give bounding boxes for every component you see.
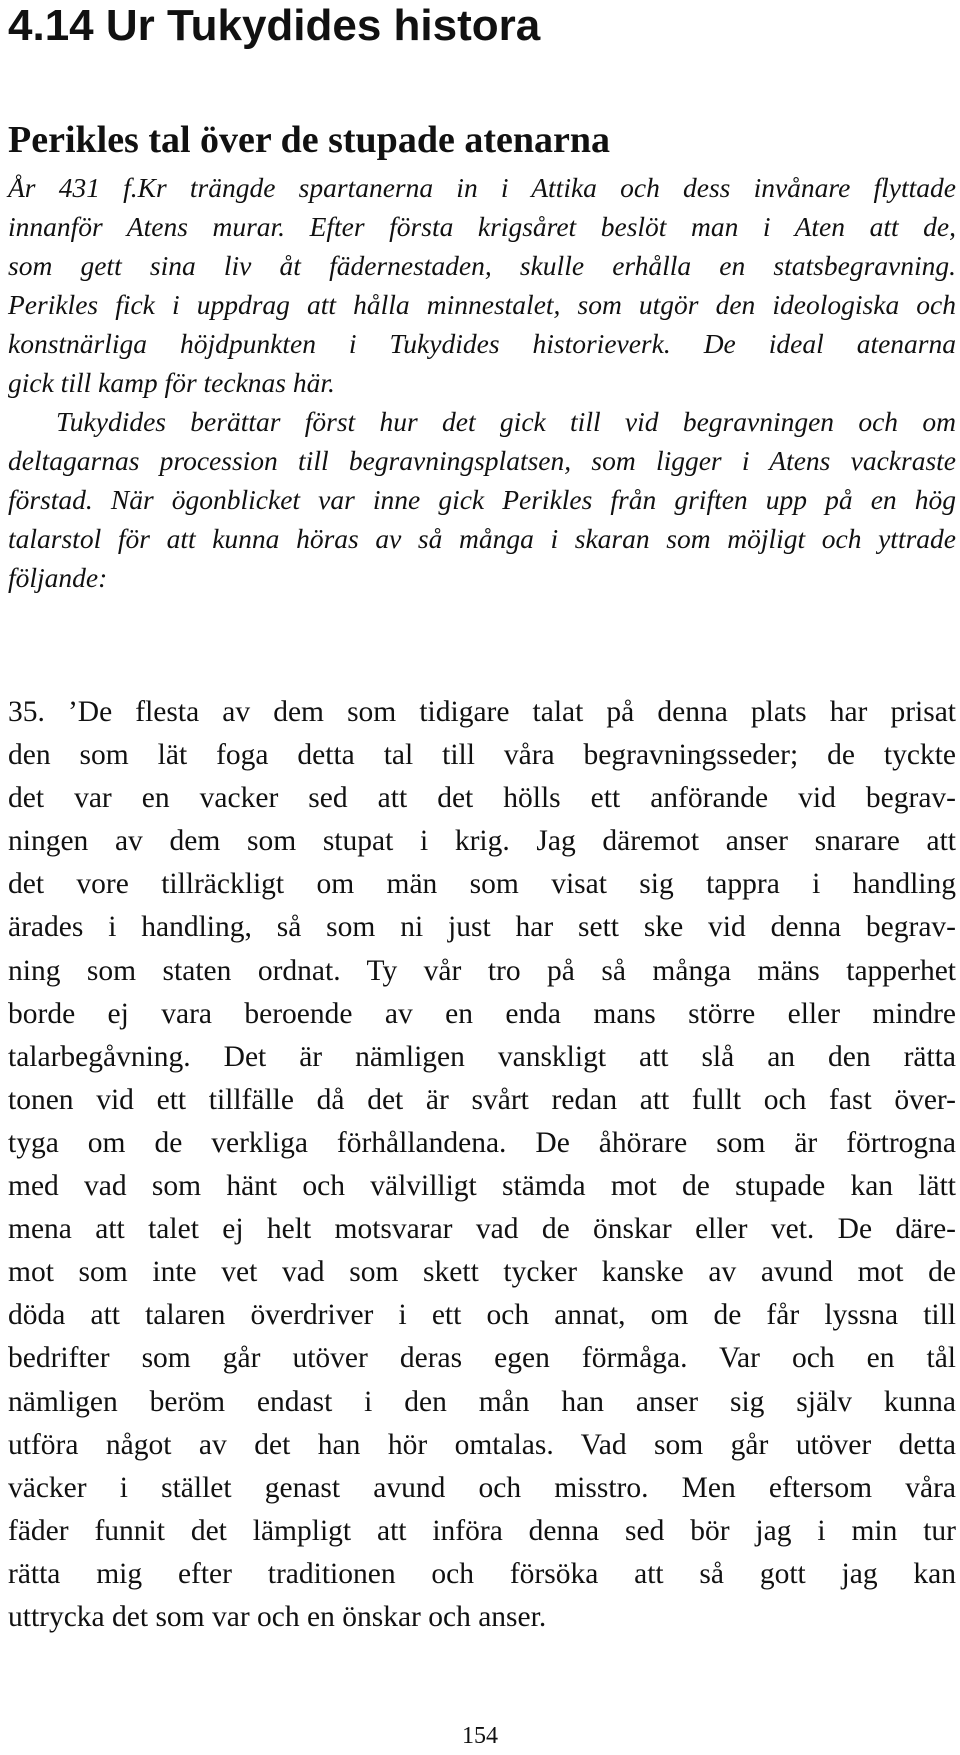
speech-line: ning som staten ordnat. Ty vår tro på så många mäns tapperhet [8,954,956,987]
speech-line: ningen av dem som stupat i krig. Jag däremot anser snarare att [8,825,956,858]
speech-line: fäder funnit det lämpligt att införa denna sed bör jag i min tur [8,1514,956,1547]
intro-line: innanför Atens murar. Efter första krigsåret beslöt man i Aten att de, [8,211,956,242]
intro-line: som gett sina liv åt fädernestaden, skulle erhålla en statsbegravning. [8,250,956,281]
page-number: 154 [462,1723,498,1749]
speech-line: väcker i stället genast avund och misstro. Men eftersom våra [8,1471,956,1504]
speech-line: talarbegåvning. Det är nämligen vanskligt att slå an den rätta [8,1040,956,1073]
intro-line: Tukydides berättar först hur det gick till vid begravningen och om [56,406,956,437]
intro-line: Perikles fick i uppdrag att hålla minnestalet, som utgör den ideologiska och [8,289,956,320]
speech-line: 35. ’De flesta av dem som tidigare talat på denna plats har prisat [8,696,956,728]
chapter-title: 4.14 Ur Tukydides histora [8,1,541,50]
intro-line: förstad. När ögonblicket var inne gick Perikles från griften upp på en hög [8,484,956,515]
speech-line: borde ej vara beroende av en enda mans större eller mindre [8,997,956,1030]
intro-line: gick till kamp för tecknas här. [8,367,335,398]
intro-line: konstnärliga höjdpunkten i Tukydides historieverk. De ideal atenarna [8,328,956,359]
intro-paragraph [8,168,956,597]
speech-line: ärades i handling, så som ni just har sett ske vid denna begrav- [8,911,956,944]
speech-line: mot som inte vet vad som skett tycker kanske av avund mot de [8,1256,956,1289]
speech-line: det vore tillräckligt om män som visat sig tappra i handling [8,868,956,901]
speech-line: tonen vid ett tillfälle då det är svårt redan att fullt och fast över- [8,1083,956,1116]
speech-line: den som lät foga detta tal till våra begravningsseder; de tyckte [8,739,956,772]
speech-line: det var en vacker sed att det hölls ett anförande vid begrav- [8,782,956,815]
speech-line: tyga om de verkliga förhållandena. De åhörare som är förtrogna [8,1126,956,1159]
section-title: Perikles tal över de stupade atenarna [8,119,610,161]
speech-line: med vad som hänt och välvilligt stämda mot de stupade kan lätt [8,1170,956,1203]
speech-paragraph [8,691,956,1639]
speech-line: uttrycka det som var och en önskar och anser. [8,1600,547,1633]
intro-line: deltagarnas procession till begravningsplatsen, som ligger i Atens vackraste [8,445,956,476]
speech-line: döda att talaren överdriver i ett och annat, om de får lyssna till [8,1299,956,1332]
speech-line: bedrifter som går utöver deras egen förmåga. Var och en tål [8,1342,956,1375]
speech-line: rätta mig efter traditionen och försöka att så gott jag kan [8,1557,956,1590]
speech-line: utföra något av det han hör omtalas. Vad som går utöver detta [8,1428,956,1461]
speech-line: nämligen beröm endast i den mån han anser sig själv kunna [8,1385,956,1418]
speech-line: mena att talet ej helt motsvarar vad de önskar eller vet. De däre- [8,1213,956,1246]
intro-line: följande: [8,562,108,593]
intro-line: talarstol för att kunna höras av så många i skaran som möjligt och yttrade [8,523,956,554]
intro-line: År 431 f.Kr trängde spartanerna in i Attika och dess invånare flyttade [8,172,956,203]
